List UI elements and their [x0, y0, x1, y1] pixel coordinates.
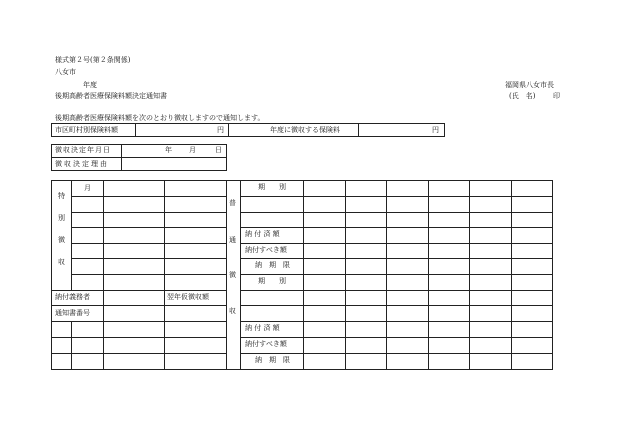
period-label-2: 期 別 [258, 277, 286, 285]
tokubetsu-char-1: 特 [58, 192, 65, 200]
futsu-char-3: 徴 [229, 271, 236, 279]
year-collect-label: 年度に徴収する保険料 [270, 126, 340, 134]
city-name: 八女市 [55, 68, 76, 76]
paid-amount-label-2: 納 付 済 額 [245, 324, 280, 332]
futsu-char-2: 通 [229, 236, 236, 244]
notice-number-label: 通知書番号 [55, 309, 90, 317]
paid-amount-label-1: 納 付 済 額 [245, 230, 280, 238]
tokubetsu-char-2: 別 [58, 214, 65, 222]
deadline-label-2: 納 期 限 [255, 356, 290, 364]
tokubetsu-char-4: 収 [58, 258, 65, 266]
obligor-label: 納付義務者 [55, 293, 90, 301]
amount-due-label-1: 納付すべき額 [245, 246, 287, 254]
premium-amount-label: 市区町村別保険料額 [55, 126, 118, 134]
intro-text: 後期高齢者医療保険料額を次のとおり徴収しますので通知します。 [55, 114, 265, 122]
seal-mark: 印 [553, 92, 560, 100]
form-number: 様式第２号(第２条関係) [55, 56, 131, 64]
decision-day-unit: 日 [215, 146, 222, 154]
provisional-amount-label: 翌年仮徴収額 [167, 293, 209, 301]
fiscal-year-label: 年度 [83, 81, 97, 89]
tokubetsu-char-3: 徴 [58, 236, 65, 244]
period-label-1: 期 別 [258, 183, 286, 191]
document-title: 後期高齢者医療保険料額決定通知書 [55, 92, 167, 100]
decision-reason-label: 徴収決定理由 [55, 160, 109, 168]
premium-yen-unit: 円 [217, 126, 224, 134]
amount-due-label-2: 納付すべき額 [245, 340, 287, 348]
decision-month-unit: 月 [189, 146, 196, 154]
futsu-char-4: 収 [229, 307, 236, 315]
mayor-name: 福岡県八女市長 [505, 81, 554, 89]
installment-grid [51, 180, 553, 370]
recipient-name-label: (氏 名) [509, 92, 536, 100]
decision-year-unit: 年 [165, 146, 172, 154]
year-collect-yen-unit: 円 [432, 126, 439, 134]
decision-date-label: 徴収決定年月日 [55, 146, 111, 154]
futsu-char-1: 普 [229, 199, 236, 207]
month-header: 月 [84, 184, 91, 192]
deadline-label-1: 納 期 限 [255, 261, 290, 269]
